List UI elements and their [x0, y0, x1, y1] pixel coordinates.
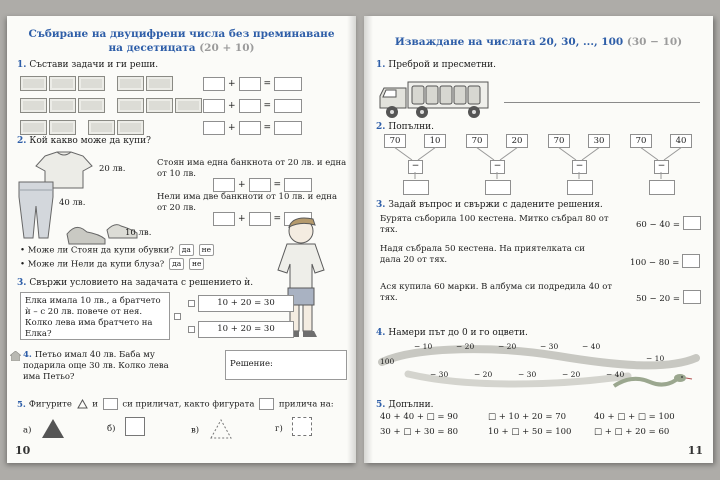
task1-heading-left: [17, 60, 158, 70]
task2-number: 2.: [17, 136, 27, 146]
machine-arrow: [412, 172, 418, 180]
banknote-image: [117, 98, 144, 113]
square-icon: [259, 398, 274, 410]
task4-text: Намери път до 0 и го оцвети.: [388, 328, 528, 338]
left-title-line2-text: на десетицата: [108, 41, 196, 54]
path-step[interactable]: − 20: [474, 370, 493, 379]
path-step[interactable]: − 30: [518, 370, 537, 379]
task5-text-b: и: [92, 399, 98, 410]
banknote-image: [49, 76, 76, 91]
machine-output-box[interactable]: [649, 180, 675, 195]
machine-arrow: [576, 172, 582, 180]
solution-option[interactable]: [636, 286, 701, 305]
fill-equation[interactable]: 10 + □ + 50 = 100: [488, 427, 572, 437]
task5-heading-left: [17, 398, 334, 410]
path-step[interactable]: − 40: [582, 342, 601, 351]
dashed-triangle-icon: [208, 416, 234, 440]
subtraction-machine: [382, 134, 448, 196]
subtraction-machine: [546, 134, 612, 196]
task3-heading-left: [17, 278, 253, 288]
spine-shadow-left: [347, 16, 356, 463]
fill-equation[interactable]: 40 + 40 + □ = 90: [380, 412, 459, 422]
task5-text-d: прилича на:: [278, 399, 334, 410]
machine-arrow: [494, 172, 500, 180]
task3-text: Задай въпрос и свържи с дадените решения.: [388, 200, 603, 210]
minus-operator: −: [490, 160, 505, 174]
answer-box[interactable]: [274, 99, 302, 113]
task4-heading-right: [376, 328, 528, 338]
answer-box[interactable]: [274, 77, 302, 91]
option-d-label: г): [275, 424, 283, 434]
spine-shadow-right: [364, 16, 373, 463]
connector-dot[interactable]: [188, 326, 195, 333]
plus-sign: +: [228, 122, 236, 133]
task1-heading-right: [376, 60, 496, 70]
path-step[interactable]: − 20: [562, 370, 581, 379]
banknote-image: [117, 76, 144, 91]
banknote-row: [20, 117, 146, 136]
answer-box[interactable]: [239, 77, 261, 91]
answer-box[interactable]: [683, 290, 701, 304]
shirt-price: 20 лв.: [99, 164, 126, 174]
banknote-image: [146, 98, 173, 113]
task5-heading-right: [376, 400, 433, 410]
left-title-line2: [7, 42, 356, 56]
page-number-right: 11: [687, 444, 703, 457]
triangle-icon: [77, 399, 88, 409]
shoes-price: 10 лв.: [125, 228, 152, 238]
task1-text: Преброй и пресметни.: [388, 60, 496, 70]
equation-row: [213, 174, 312, 193]
no-option[interactable]: не: [199, 244, 214, 256]
task2-text: Кой какво може да купи?: [29, 136, 152, 146]
plus-sign: +: [238, 213, 246, 224]
left-title-formula: (20 + 10): [199, 41, 255, 54]
plus-sign: +: [228, 78, 236, 89]
machine-number-a: 70: [384, 134, 406, 148]
solution-option[interactable]: 10 + 20 = 30: [198, 321, 294, 338]
equation-row: [203, 117, 302, 136]
solution-option[interactable]: [630, 250, 700, 269]
task5-number: 5.: [376, 400, 386, 410]
banknote-image: [175, 98, 202, 113]
banknote-image: [20, 120, 47, 135]
shape-option-d[interactable]: [275, 416, 312, 436]
task5-text-c: си приличат, както фигурата: [122, 399, 255, 410]
page-number-left: 10: [15, 444, 31, 457]
answer-box[interactable]: [213, 212, 235, 226]
minus-operator: −: [654, 160, 669, 174]
no-option[interactable]: не: [189, 258, 204, 270]
question1-text: • Може ли Стоян да купи обувки?: [20, 245, 174, 256]
equals-sign: =: [263, 100, 272, 111]
machine-output-box[interactable]: [485, 180, 511, 195]
solution-option[interactable]: [636, 212, 701, 231]
fill-equation[interactable]: 30 + □ + 30 = 80: [380, 427, 459, 437]
path-step[interactable]: − 40: [606, 370, 625, 379]
task1-number: 1.: [17, 60, 27, 70]
task4-block: [23, 350, 171, 383]
path-step[interactable]: − 10: [414, 342, 433, 351]
right-page: [364, 16, 713, 463]
square-icon: [103, 398, 118, 410]
task2-text: Попълни.: [388, 122, 434, 132]
equals-sign: =: [273, 213, 282, 224]
shape-option-a[interactable]: [23, 416, 66, 440]
task3-number: 3.: [376, 200, 386, 210]
machine-number-b: 10: [424, 134, 446, 148]
equals-sign: =: [273, 179, 282, 190]
stoyan-text: Стоян има една банкнота от 20 лв. и една от 10 лв.: [157, 158, 347, 180]
option-a-label: а): [23, 425, 32, 436]
task4-number: 4.: [376, 328, 386, 338]
subtraction-machine: [464, 134, 530, 196]
task2-heading-right: [376, 122, 434, 132]
banknote-image: [20, 76, 47, 91]
task4-text: Петьо имал 40 лв. Баба му подарила още 30 лв. Колко лева има Петьо?: [23, 350, 169, 383]
banknote-image: [78, 76, 105, 91]
solution-text: 60 − 40 =: [636, 220, 680, 230]
answer-box[interactable]: [203, 121, 225, 135]
path-step[interactable]: − 20: [456, 342, 475, 351]
banknote-image: [49, 120, 76, 135]
equals-sign: =: [263, 122, 272, 133]
dashed-square-icon: [292, 417, 312, 436]
fill-equation[interactable]: □ + 10 + 20 = 70: [488, 412, 567, 422]
path-start-number: 100: [380, 357, 395, 366]
banknote-image: [20, 98, 47, 113]
answer-box[interactable]: [284, 178, 312, 192]
banknote-image: [78, 98, 105, 113]
left-page: [7, 16, 356, 463]
machine-output-box[interactable]: [567, 180, 593, 195]
square-outline-icon: [125, 417, 145, 436]
shape-option-c[interactable]: [191, 416, 234, 440]
fill-equation[interactable]: □ + □ + 20 = 60: [594, 427, 670, 437]
problem-text: Ася купила 60 марки. В албума си подредила 40 от тях.: [380, 282, 613, 304]
minus-operator: −: [408, 160, 423, 174]
left-page-title: [7, 28, 356, 55]
plus-sign: +: [238, 179, 246, 190]
answer-box[interactable]: [203, 77, 225, 91]
option-b-label: б): [107, 424, 116, 434]
solution-text: 50 − 20 =: [636, 294, 680, 304]
machine-funnel-lines: [628, 147, 694, 161]
right-title-formula: (30 − 10): [626, 36, 683, 48]
task2-number: 2.: [376, 122, 386, 132]
machine-funnel-lines: [464, 147, 530, 161]
task1-number: 1.: [376, 60, 386, 70]
answer-box[interactable]: [274, 121, 302, 135]
solution-text: 100 − 80 =: [630, 258, 680, 268]
equation-row: [203, 73, 302, 92]
answer-box[interactable]: [249, 178, 271, 192]
plus-sign: +: [228, 100, 236, 111]
home-icon: [10, 351, 21, 361]
equation-row: [203, 95, 302, 114]
yes-option[interactable]: да: [169, 258, 184, 270]
banknote-image: [146, 76, 173, 91]
problem-text: Бурята съборила 100 кестена. Митко събрал 80 от тях.: [380, 214, 609, 236]
machine-output-box[interactable]: [403, 180, 429, 195]
answer-box[interactable]: [203, 99, 225, 113]
machine-number-a: 70: [630, 134, 652, 148]
equals-sign: =: [263, 78, 272, 89]
neli-text: Нели има две банкноти от 10 лв. и една от 20 лв.: [157, 192, 338, 214]
task4-number: 4.: [23, 350, 32, 360]
solution-label: Решение:: [230, 359, 273, 369]
yes-option[interactable]: да: [179, 244, 194, 256]
path-step[interactable]: − 10: [646, 354, 665, 363]
problem-box: Елка имала 10 лв., а братчето ѝ – с 20 лв. повече от нея. Колко лева има братчето на Елка?: [20, 292, 170, 340]
task3-heading-right: [376, 200, 603, 210]
right-title-text: Изваждане на числата 20, 30, ..., 100: [394, 36, 624, 48]
filled-triangle-icon: [40, 416, 66, 440]
banknote-row: [20, 95, 204, 114]
task1-text: Състави задачи и ги реши.: [29, 60, 159, 70]
fill-equation[interactable]: 40 + □ + □ = 100: [594, 412, 675, 422]
answer-box[interactable]: [683, 216, 701, 230]
answer-box[interactable]: [682, 254, 700, 268]
task5-number: 5.: [17, 399, 26, 410]
machine-number-b: 30: [588, 134, 610, 148]
question2: [20, 258, 204, 271]
machine-number-a: 70: [466, 134, 488, 148]
task5-text-a: Фигурите: [28, 399, 72, 410]
connector-dot[interactable]: [174, 313, 181, 320]
machine-arrow: [658, 172, 664, 180]
banknote-image: [88, 120, 115, 135]
machine-funnel-lines: [382, 147, 448, 161]
answer-line[interactable]: [504, 102, 700, 103]
problem-text: Надя събрала 50 кестена. На приятелката си дала 20 от тях.: [380, 244, 585, 266]
answer-box[interactable]: [239, 121, 261, 135]
jeans-price: 40 лв.: [59, 198, 86, 208]
banknote-row: [20, 73, 175, 92]
path-step[interactable]: − 30: [430, 370, 449, 379]
machine-number-a: 70: [548, 134, 570, 148]
option-c-label: в): [191, 425, 200, 436]
connector-dot[interactable]: [188, 300, 195, 307]
answer-box[interactable]: [213, 178, 235, 192]
task3-text: Свържи условието на задачата с решението ѝ.: [29, 278, 254, 288]
answer-box[interactable]: [239, 99, 261, 113]
jeans-image: [19, 182, 53, 238]
task5-text: Допълни.: [388, 400, 434, 410]
machine-funnel-lines: [546, 147, 612, 161]
question2-text: • Може ли Нели да купи блуза?: [20, 259, 165, 270]
machines-row: [382, 134, 694, 196]
banknote-image: [49, 98, 76, 113]
right-page-title: [364, 36, 713, 50]
solution-field[interactable]: [225, 350, 347, 380]
minus-operator: −: [572, 160, 587, 174]
left-title-line1: Събиране на двуцифрени числа без преминаване: [28, 28, 335, 40]
shape-option-b[interactable]: [107, 416, 145, 436]
truck-illustration: [378, 72, 496, 122]
question1: [20, 244, 214, 257]
machine-number-b: 20: [506, 134, 528, 148]
solution-option[interactable]: 10 + 20 = 30: [198, 295, 294, 312]
path-step[interactable]: − 30: [540, 342, 559, 351]
task2-heading-left: [17, 136, 151, 146]
path-puzzle: [378, 340, 700, 394]
banknote-image: [117, 120, 144, 135]
subtraction-machine: [628, 134, 694, 196]
machine-number-b: 40: [670, 134, 692, 148]
task3-number: 3.: [17, 278, 27, 288]
path-step[interactable]: − 20: [498, 342, 517, 351]
